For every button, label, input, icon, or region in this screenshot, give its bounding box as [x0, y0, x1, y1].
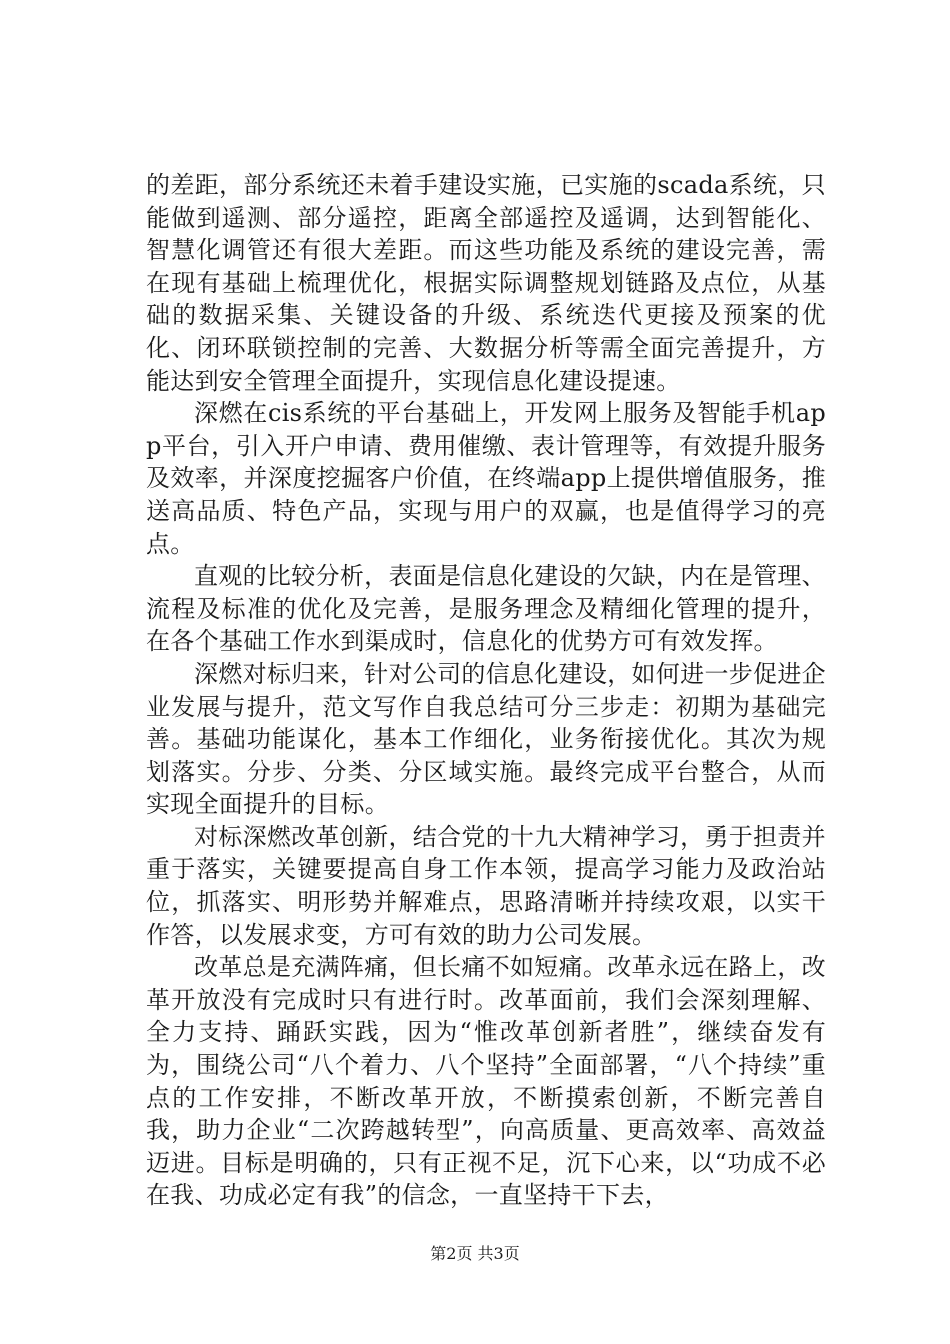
paragraph: 对标深燃改革创新，结合党的十九大精神学习，勇于担责并重于落实，关键要提高自身工作本领，提高学习能力及政治站位，抓落实、明形势并解难点，思路清晰并持续攻艰，以实干作答，以发展求变，方可有效的助力公司发展。: [146, 822, 826, 949]
document-body: [146, 169, 826, 1212]
page-number-footer: 第2页 共3页: [430, 1244, 520, 1263]
paragraph: 直观的比较分析，表面是信息化建设的欠缺，内在是管理、流程及标准的优化及完善，是服务理念及精细化管理的提升，在各个基础工作水到渠成时，信息化的优势方可有效发挥。: [146, 562, 826, 656]
paragraph: 深燃对标归来，针对公司的信息化建设，如何进一步促进企业发展与提升，范文写作自我总结可分三步走：初期为基础完善。基础功能谋化，基本工作细化，业务衔接优化。其次为规划落实。分步、分类、分区域实施。最终完成平台整合，从而实现全面提升的目标。: [146, 659, 826, 819]
paragraph: 深燃在cis系统的平台基础上，开发网上服务及智能手机app平台，引入开户申请、费用催缴、表计管理等，有效提升服务及效率，并深度挖掘客户价值，在终端app上提供增值服务，推送高品质、特色产品，实现与用户的双赢，也是值得学习的亮点。: [146, 399, 826, 558]
paragraph: 改革总是充满阵痛，但长痛不如短痛。改革永远在路上，改革开放没有完成时只有进行时。改革面前，我们会深刻理解、全力支持、踊跃实践，因为“惟改革创新者胜”，继续奋发有为，围绕公司“八个着力、八个坚持”全面部署，“八个持续”重点的工作安排，不断改革开放，不断摸索创新，不断完善自我，助力企业“二次跨越转型”，向高质量、更高效率、高效益迈进。目标是明确的，只有正视不足，沉下心来，以“功成不必在我、功成必定有我”的信念，一直坚持干下去，: [146, 953, 826, 1210]
paragraph-continued: 的差距，部分系统还未着手建设实施，已实施的scada系统，只能做到遥测、部分遥控，距离全部遥控及遥调，达到智能化、智慧化调管还有很大差距。而这些功能及系统的建设完善，需在现有基础上梳理优化，根据实际调整规划链路及点位，从基础的数据采集、关键设备的升级、系统迭代更接及预案的优化、闭环联锁控制的完善、大数据分析等需全面完善提升，方能达到安全管理全面提升，实现信息化建设提速。: [146, 171, 826, 395]
